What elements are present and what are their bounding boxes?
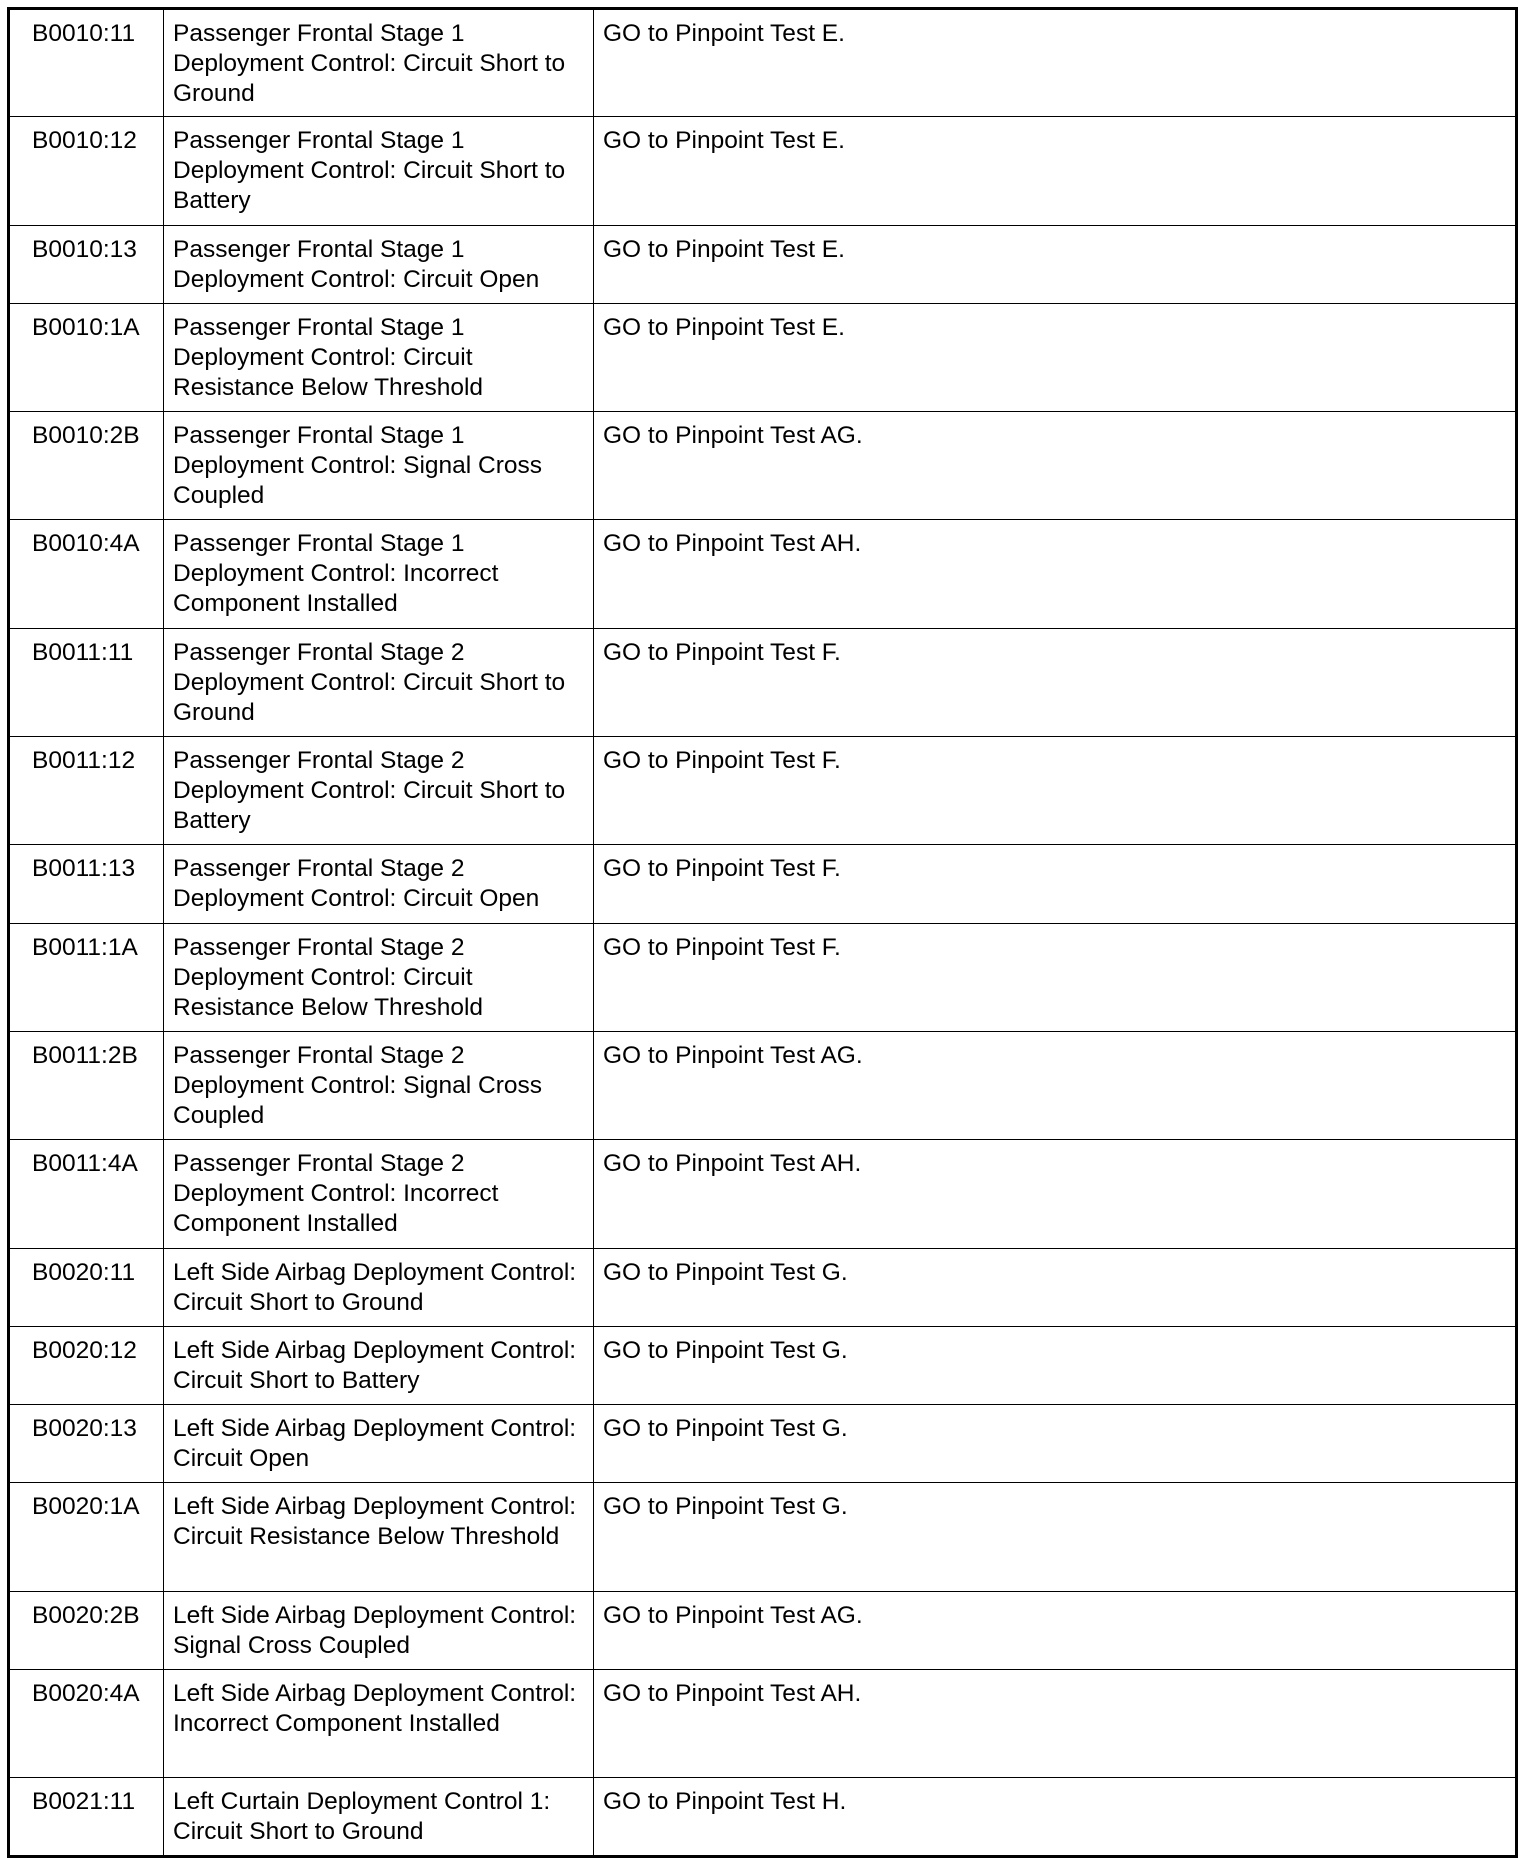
dtc-code: B0011:12 bbox=[9, 737, 164, 845]
dtc-code: B0010:4A bbox=[9, 520, 164, 628]
table-row bbox=[9, 1405, 1517, 1483]
dtc-code: B0011:13 bbox=[9, 845, 164, 923]
dtc-action: GO to Pinpoint Test G. bbox=[594, 1326, 1517, 1404]
dtc-description: Passenger Frontal Stage 1 Deployment Control: Circuit Short to Battery bbox=[164, 117, 594, 225]
table-row bbox=[9, 845, 1517, 923]
dtc-action: GO to Pinpoint Test E. bbox=[594, 117, 1517, 225]
dtc-description: Passenger Frontal Stage 2 Deployment Control: Circuit Resistance Below Threshold bbox=[164, 923, 594, 1031]
dtc-action: GO to Pinpoint Test F. bbox=[594, 923, 1517, 1031]
dtc-code: B0020:12 bbox=[9, 1326, 164, 1404]
dtc-action: GO to Pinpoint Test G. bbox=[594, 1248, 1517, 1326]
dtc-code: B0010:1A bbox=[9, 303, 164, 411]
dtc-action: GO to Pinpoint Test G. bbox=[594, 1405, 1517, 1483]
dtc-code: B0020:13 bbox=[9, 1405, 164, 1483]
dtc-action: GO to Pinpoint Test AG. bbox=[594, 1031, 1517, 1139]
dtc-description: Left Side Airbag Deployment Control: Circuit Short to Battery bbox=[164, 1326, 594, 1404]
dtc-description: Passenger Frontal Stage 2 Deployment Control: Circuit Short to Ground bbox=[164, 628, 594, 736]
table-row bbox=[9, 628, 1517, 736]
dtc-action: GO to Pinpoint Test F. bbox=[594, 737, 1517, 845]
dtc-action: GO to Pinpoint Test AH. bbox=[594, 1670, 1517, 1778]
table-row bbox=[9, 303, 1517, 411]
dtc-description: Passenger Frontal Stage 1 Deployment Control: Signal Cross Coupled bbox=[164, 412, 594, 520]
dtc-action: GO to Pinpoint Test F. bbox=[594, 628, 1517, 736]
table-row bbox=[9, 520, 1517, 628]
dtc-code: B0010:11 bbox=[9, 9, 164, 117]
dtc-code: B0011:2B bbox=[9, 1031, 164, 1139]
table-row bbox=[9, 1140, 1517, 1248]
dtc-code: B0010:12 bbox=[9, 117, 164, 225]
dtc-action: GO to Pinpoint Test AG. bbox=[594, 1591, 1517, 1669]
dtc-description: Left Side Airbag Deployment Control: Circuit Short to Ground bbox=[164, 1248, 594, 1326]
dtc-description: Passenger Frontal Stage 2 Deployment Control: Circuit Short to Battery bbox=[164, 737, 594, 845]
dtc-description: Left Side Airbag Deployment Control: Incorrect Component Installed bbox=[164, 1670, 594, 1778]
dtc-code: B0010:2B bbox=[9, 412, 164, 520]
table-row bbox=[9, 1483, 1517, 1591]
dtc-description: Passenger Frontal Stage 2 Deployment Control: Circuit Open bbox=[164, 845, 594, 923]
dtc-description: Passenger Frontal Stage 1 Deployment Control: Circuit Open bbox=[164, 225, 594, 303]
dtc-code: B0020:2B bbox=[9, 1591, 164, 1669]
table-row bbox=[9, 1326, 1517, 1404]
dtc-action: GO to Pinpoint Test F. bbox=[594, 845, 1517, 923]
dtc-table bbox=[7, 7, 1518, 1858]
dtc-code: B0020:4A bbox=[9, 1670, 164, 1778]
dtc-action: GO to Pinpoint Test E. bbox=[594, 9, 1517, 117]
table-row bbox=[9, 9, 1517, 117]
table-row bbox=[9, 225, 1517, 303]
table-row bbox=[9, 923, 1517, 1031]
dtc-action: GO to Pinpoint Test G. bbox=[594, 1483, 1517, 1591]
dtc-action: GO to Pinpoint Test AH. bbox=[594, 520, 1517, 628]
dtc-description: Passenger Frontal Stage 1 Deployment Control: Incorrect Component Installed bbox=[164, 520, 594, 628]
dtc-action: GO to Pinpoint Test E. bbox=[594, 225, 1517, 303]
dtc-code: B0020:1A bbox=[9, 1483, 164, 1591]
table-row bbox=[9, 1031, 1517, 1139]
dtc-description: Passenger Frontal Stage 2 Deployment Control: Signal Cross Coupled bbox=[164, 1031, 594, 1139]
dtc-code: B0021:11 bbox=[9, 1778, 164, 1856]
dtc-code: B0011:11 bbox=[9, 628, 164, 736]
table-row bbox=[9, 1591, 1517, 1669]
dtc-code: B0020:11 bbox=[9, 1248, 164, 1326]
table-row bbox=[9, 1670, 1517, 1778]
dtc-action: GO to Pinpoint Test AH. bbox=[594, 1140, 1517, 1248]
dtc-description: Left Side Airbag Deployment Control: Circuit Resistance Below Threshold bbox=[164, 1483, 594, 1591]
dtc-description: Left Side Airbag Deployment Control: Signal Cross Coupled bbox=[164, 1591, 594, 1669]
table-row bbox=[9, 412, 1517, 520]
dtc-description: Left Curtain Deployment Control 1: Circuit Short to Ground bbox=[164, 1778, 594, 1856]
table-row bbox=[9, 117, 1517, 225]
dtc-description: Passenger Frontal Stage 2 Deployment Control: Incorrect Component Installed bbox=[164, 1140, 594, 1248]
dtc-description: Left Side Airbag Deployment Control: Circuit Open bbox=[164, 1405, 594, 1483]
dtc-action: GO to Pinpoint Test E. bbox=[594, 303, 1517, 411]
dtc-action: GO to Pinpoint Test H. bbox=[594, 1778, 1517, 1856]
table-row bbox=[9, 737, 1517, 845]
dtc-action: GO to Pinpoint Test AG. bbox=[594, 412, 1517, 520]
dtc-code: B0011:4A bbox=[9, 1140, 164, 1248]
dtc-code: B0010:13 bbox=[9, 225, 164, 303]
dtc-code: B0011:1A bbox=[9, 923, 164, 1031]
table-row bbox=[9, 1248, 1517, 1326]
table-row bbox=[9, 1778, 1517, 1856]
dtc-description: Passenger Frontal Stage 1 Deployment Control: Circuit Short to Ground bbox=[164, 9, 594, 117]
dtc-description: Passenger Frontal Stage 1 Deployment Control: Circuit Resistance Below Threshold bbox=[164, 303, 594, 411]
